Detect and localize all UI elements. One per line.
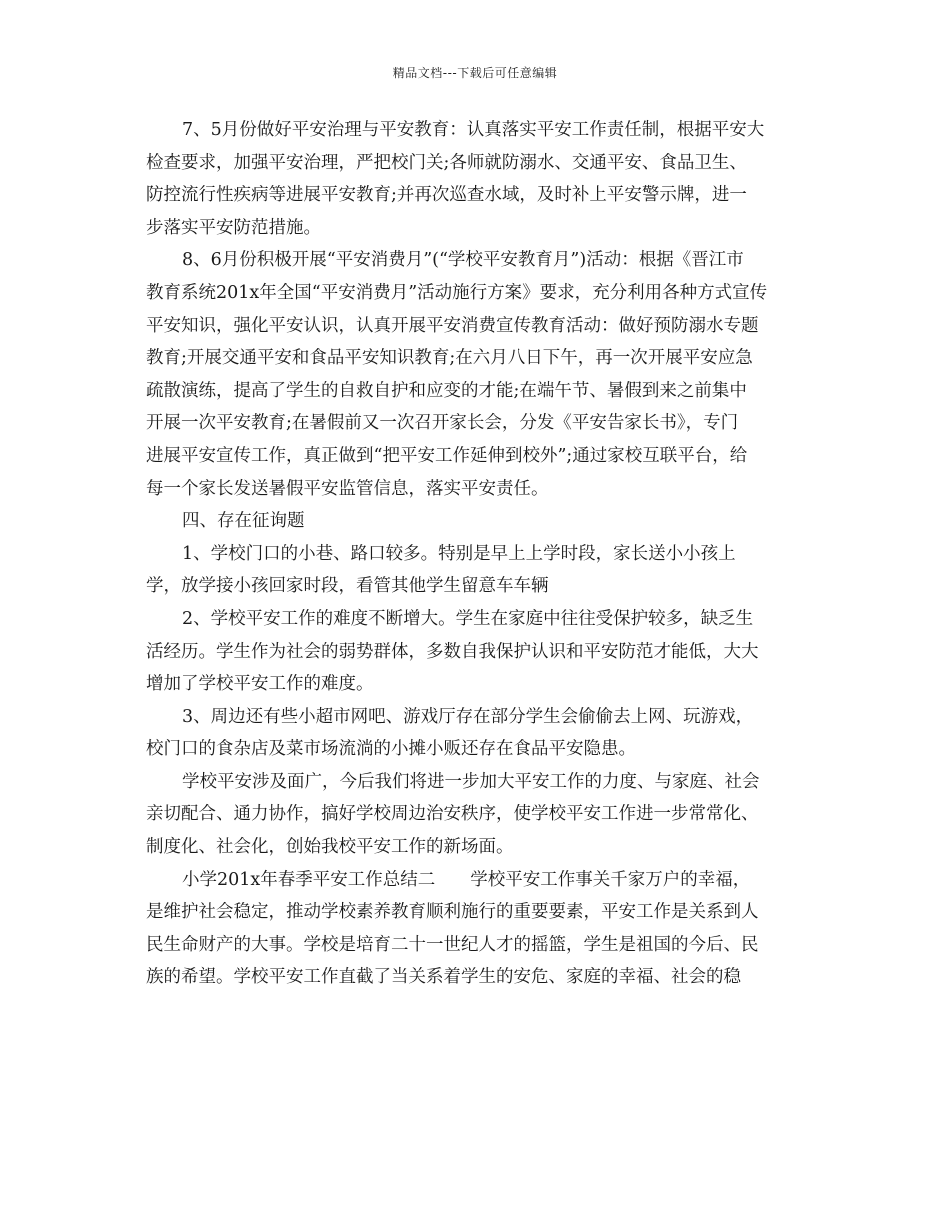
text-line: 学校平安涉及面广，今后我们将进一步加大平安工作的力度、与家庭、社会 [182,771,760,792]
document-body [146,114,806,994]
text-line: 小学201x年春季平安工作总结二 学校平安工作事关千家万户的幸福， [182,869,751,890]
text-line: 平安知识，强化平安认识，认真开展平安消费宣传教育活动：做好预防溺水专题 [146,315,759,336]
section-heading: 四、存在征询题 [182,511,305,532]
text-line: 制度化、社会化，创始我校平安工作的新场面。 [146,837,514,858]
text-line: 民生命财产的大事。学校是培育二十一世纪人才的摇篮，学生是祖国的今后、民 [146,934,759,955]
page-header: 精品文档---下载后可任意编辑 [392,66,558,80]
text-line: 学，放学接小孩回家时段，看管其他学生留意车车辆 [146,576,549,597]
text-line: 教育;开展交通平安和食品平安知识教育;在六月八日下午，再一次开展平安应急 [146,348,753,369]
text-line: 是维护社会稳定，推动学校素养教育顺利施行的重要要素，平安工作是关系到人 [146,902,759,923]
text-line: 8、6月份积极开展“平安消费月”(“学校平安教育月”)活动：根据《晋江市 [182,250,744,271]
text-line: 活经历。学生作为社会的弱势群体，多数自我保护认识和平安防范才能低，大大 [146,641,759,662]
text-line: 7、5月份做好平安治理与平安教育：认真落实平安工作责任制，根据平安大 [182,120,765,140]
text-line: 校门口的食杂店及菜市场流淌的小摊小贩还存在食品平安隐患。 [146,739,636,760]
text-line: 检查要求，加强平安治理，严把校门关;各师就防溺水、交通平安、食品卫生、 [146,152,747,173]
text-line: 开展一次平安教育;在暑假前又一次召开家长会，分发《平安告家长书》，专门 [146,413,739,434]
text-line: 族的希望。学校平安工作直截了当关系着学生的安危、家庭的幸福、社会的稳 [146,967,741,988]
text-line: 1、学校门口的小巷、路口较多。特别是早上上学时段，家长送小小孩上 [182,543,736,564]
text-line: 进展平安宣传工作，真正做到“把平安工作延伸到校外”;通过家校互联平台，给 [146,445,748,466]
text-line: 3、周边还有些小超市网吧、游戏厅存在部分学生会偷偷去上网、玩游戏， [182,706,754,727]
text-line: 增加了学校平安工作的难度。 [146,674,374,695]
text-line: 疏散演练，提高了学生的自救自护和应变的才能;在端午节、暑假到来之前集中 [146,380,747,401]
text-line: 每一个家长发送暑假平安监管信息，落实平安责任。 [146,478,549,499]
text-line: 防控流行性疾病等进展平安教育;并再次巡查水域，及时补上平安警示牌，进一 [146,185,747,206]
text-line: 2、学校平安工作的难度不断增大。学生在家庭中往往受保护较多，缺乏生 [182,608,754,629]
text-line: 亲切配合、通力协作，搞好学校周边治安秩序，使学校平安工作进一步常常化、 [146,804,759,825]
text-line: 教育系统201x年全国“平安消费月”活动施行方案》要求，充分利用各种方式宣传 [146,282,768,303]
text-line: 步落实平安防范措施。 [146,217,321,238]
